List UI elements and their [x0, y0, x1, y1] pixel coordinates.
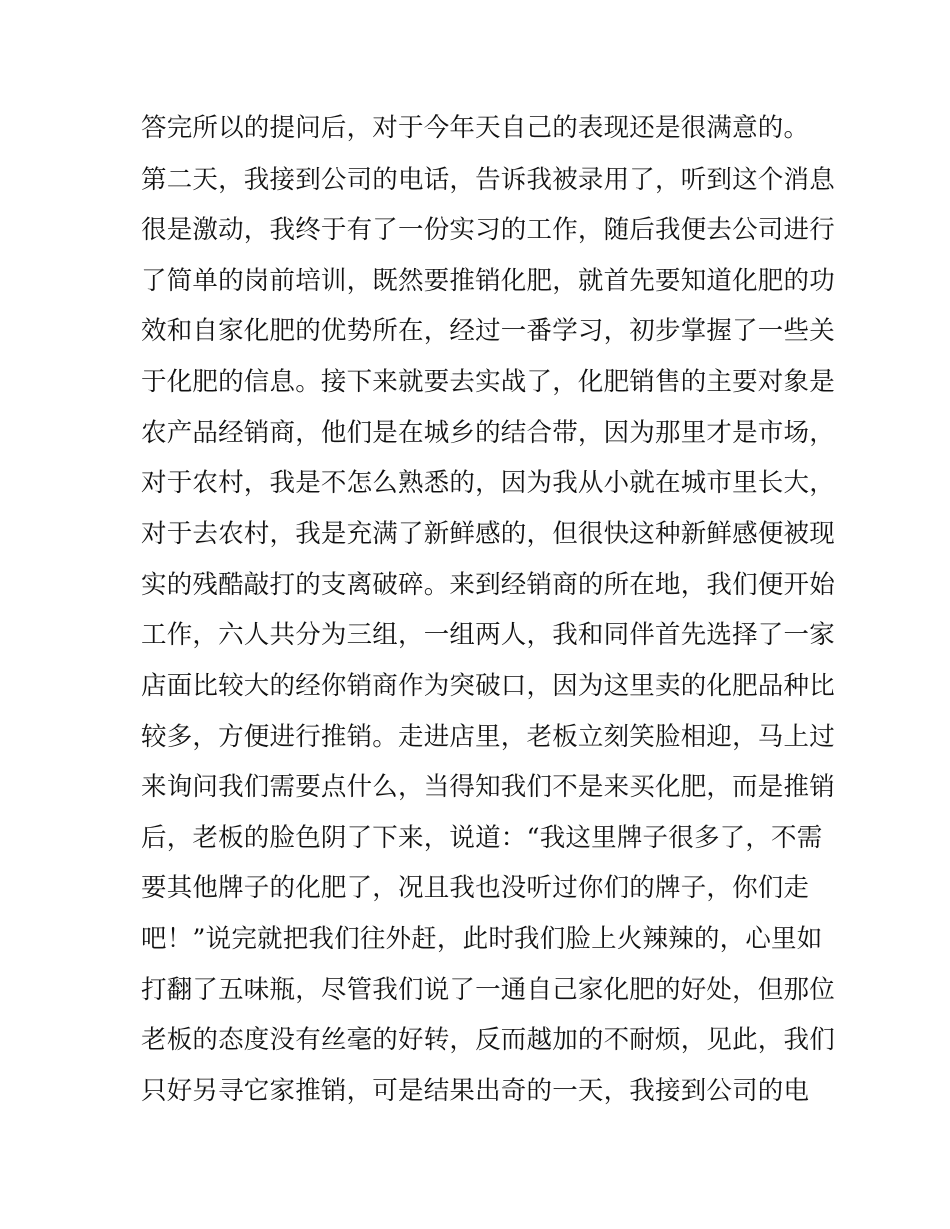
text-line: 吧！”说完就把我们往外赶，此时我们脸上火辣辣的，心里如 — [141, 924, 823, 954]
text-line: 只好另寻它家推销，可是结果出奇的一天，我接到公司的电 — [141, 1076, 810, 1106]
text-line: 店面比较大的经你销商作为突破口，因为这里卖的化肥品种比 — [141, 671, 835, 701]
text-line: 对于农村，我是不怎么熟悉的，因为我从小就在城市里长大， — [141, 468, 835, 498]
text-line: 老板的态度没有丝毫的好转，反而越加的不耐烦，见此，我们 — [141, 1025, 835, 1055]
text-line: 效和自家化肥的优势所在，经过一番学习，初步掌握了一些关 — [141, 316, 835, 346]
text-line: 较多，方便进行推销。走进店里，老板立刻笑脸相迎，马上过 — [141, 722, 835, 752]
text-line: 实的残酷敲打的支离破碎。来到经销商的所在地，我们便开始 — [141, 570, 835, 600]
text-line: 打翻了五味瓶，尽管我们说了一通自己家化肥的好处，但那位 — [141, 975, 835, 1005]
text-line: 对于去农村，我是充满了新鲜感的，但很快这种新鲜感便被现 — [141, 519, 835, 549]
text-line: 工作，六人共分为三组，一组两人，我和同伴首先选择了一家 — [141, 620, 835, 650]
text-line: 第二天，我接到公司的电话，告诉我被录用了，听到这个消息 — [141, 165, 835, 195]
text-line: 来询问我们需要点什么，当得知我们不是来买化肥，而是推销 — [141, 772, 835, 802]
text-line: 后，老板的脸色阴了下来，说道：“我这里牌子很多了，不需 — [141, 823, 823, 853]
text-line: 答完所以的提问后，对于今年天自己的表现还是很满意的。 — [141, 113, 810, 143]
text-line: 于化肥的信息。接下来就要去实战了，化肥销售的主要对象是 — [141, 367, 835, 397]
text-line: 了简单的岗前培训，既然要推销化肥，就首先要知道化肥的功 — [141, 266, 835, 296]
text-line: 农产品经销商，他们是在城乡的结合带，因为那里才是市场， — [141, 418, 835, 448]
text-line: 很是激动，我终于有了一份实习的工作，随后我便去公司进行 — [141, 215, 835, 245]
text-line: 要其他牌子的化肥了，况且我也没听过你们的牌子，你们走 — [141, 873, 810, 903]
